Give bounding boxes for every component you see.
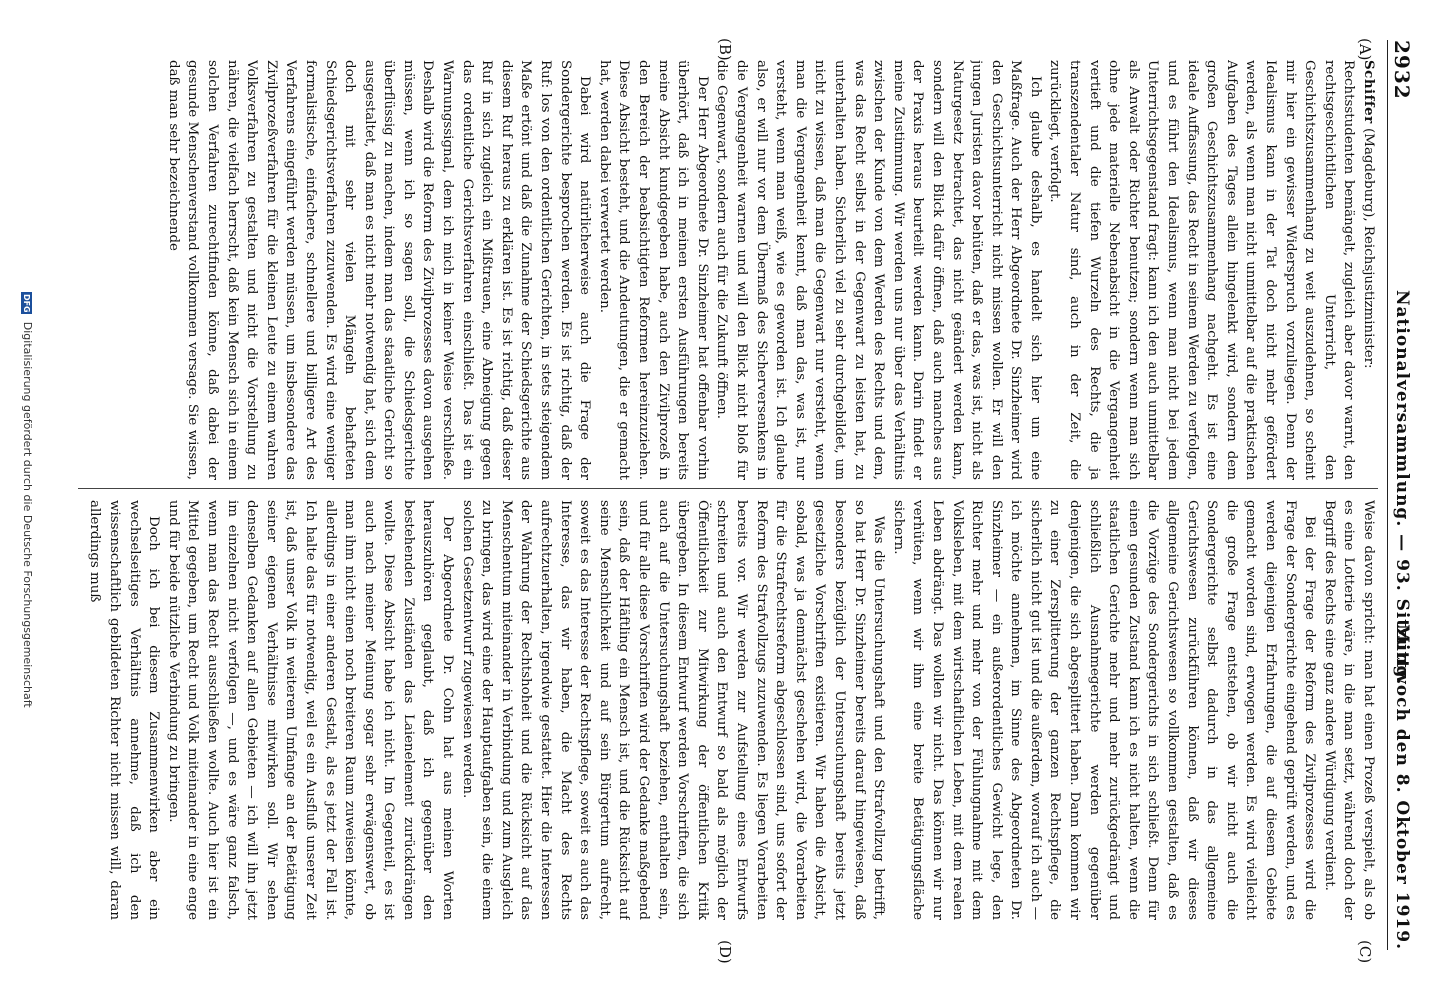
footer-note-text: Digitalisierung gefördert durch die Deutsche Forschungsgemeinschaft (21, 321, 34, 708)
right-column (78, 500, 1378, 920)
right-paragraph-1: Weise davon spricht: man hat einen Prozeß verspielt, als ob es eine Lotterie wäre, in die man setzt, während doch der Begriff des Rechts eine ganz andere Würdigung verdient. (1321, 500, 1376, 920)
page-number: 2932 (1390, 40, 1414, 100)
margin-mark-a: (A) (1356, 38, 1374, 61)
speaker-name: Schiffer (1361, 60, 1377, 124)
right-paragraph-5: Doch ich bei diesem Zusammenwirken aber ein wechselseitiges Verhältnis annehme, daß ich den wissenschaftlich gebildeten Richter nicht missen will, daran allerdings muß (87, 500, 162, 920)
header-title: Nationalversammlung. — 93. Sitzung. (1392, 290, 1412, 686)
left-paragraph-1: Rechtsstudenten bemängelt, zugleich aber davor warnt, den rechtsgeschichtlichen Unterricht, den Geschichtszusammenhang zu weit auszudehnen, so scheint mir hier ein gewisser Widerspruch vorzuliegen. Denn der Idealismus kann in der Tat doch nicht mehr gefördert werden, als wenn man nicht unmittelbar auf die praktischen Aufgaben des Tages allein hingelenkt wird, sondern dem großen Geschichtszusammenhang nachgeht. Es ist eine ideale Auffassung, das Recht in seinem Werden zu verfolgen, und es führt den Idealismus, wenn man nicht bei jedem Unterrichtsgegenstand fragt: kann ich den auch unmittelbar als Anwalt oder Richter benutzen; sondern wenn man sich ohne jede materielle Nebenabsicht in die Vergangenheit vertieft und die tiefen Wurzeln des Rechts, die ja transzendentaler Natur sind, auch in der Zeit, die zurückliegt, verfolgt. (1047, 60, 1357, 480)
speaker-role: (Magdeburg), Reichsjustizminister: (1361, 128, 1376, 369)
right-paragraph-4: Der Abgeordnete Dr. Cohn hat aus meinen Worten herauszuhören geglaubt, daß ich gegenüber den bestehenden Zuständen das Laienelement zurückdrängen wollte. Diese Absicht habe ich nicht. Im Gegenteil, es ist auch nach meiner Meinung sogar sehr erwägenswert, ob man ihm nicht einen noch breiteren Raum zuweisen könnte, allerdings in einer anderen Gestalt, als es jetzt der Fall ist. Ich halte das für notwendig, weil es ein Ausfluß unserer Zeit ist, daß unser Volk in weiterem Umfange an der Betätigung seiner eigenen Verhältnisse mitwirken soll. Wir sehen denselben Gedanken auf allen Gebieten — ich will ihn jetzt im einzelnen nicht verfolgen —, und es wäre ganz falsch, wenn man das Recht ausschließen wollte. Auch hier ist ein Mittel gegeben, um Recht und Volk miteinander in eine enge und für beide nützliche Verbindung zu bringen. (165, 500, 456, 920)
dfg-logo: DFG (22, 293, 32, 313)
speaker-line (1358, 60, 1378, 480)
margin-mark-c: (C) (1356, 940, 1374, 964)
margin-mark-d: (D) (716, 940, 734, 964)
column-divider (78, 488, 1378, 489)
left-paragraph-4: Dabei wird natürlicherweise auch die Frage der Sondergerichte besprochen werden. Es ist richtig, daß der Ruf: los von den ordentlichen Gerichten, in stets steigendem Maße ertönt und daß die Zunahme der Schiedsgerichte aus diesem Ruf heraus zu erklären ist. Es ist richtig, daß dieser Ruf in sich zugleich ein Mißtrauen, eine Abneigung gegen das ordentliche Gerichtsverfahren einschließt. Das ist ein Warnungssignal, dem ich mich in keiner Weise verschließe. Deshalb wird die Reform des Zivilprozesses davon ausgehen müssen, wenn ich so sagen soll, die Schiedsgerichte überflüssig zu machen, indem man das staatliche Gericht so ausgestaltet, daß man es nicht mehr notwendig hat, sich dem doch mit sehr vielen Mängeln behafteten Schiedsgerichtsverfahren zuzuwenden. Es wird eine weniger formalistische, einfachere, schnellere und billigere Art des Verfahrens eingeführt werden müssen, um insbesondere das Zivilprozeßverfahren für die kleinen Leute zu einem wahren Volksverfahren zu gestalten und nicht die Vorstellung zu nähren, die vielfach herrscht, daß kein Mensch sich in einem solchen Verfahren zurechtfinden könne, daß dabei der gesunde Menschenverstand vollkommen versage. Sie wissen, daß man sehr bezeichnende (165, 60, 593, 480)
page-header (1387, 40, 1416, 950)
left-paragraph-2: Ich glaube deshalb, es handelt sich hier um eine Maßfrage. Auch der Herr Abgeordnete Dr. Sinzheimer wird den Geschichtsunterricht nicht missen wollen. Er will den jungen Juristen davor behüten, daß er das, was ist, nicht als Naturgesetz betrachtet, das nicht geändert werden kann, sondern will den Blick dafür öffnen, daß auch manches aus der Praxis heraus beurteilt werden kann. Darin findet er meine Zustimmung. Wir werden uns nur über das Verhältnis zwischen der Kunde von dem Werden des Rechts und dem, was das Recht selbst in der Gegenwart zu leisten hat, zu unterhalten haben. Sicherlich viel zu sehr durchgebildet, um nicht zu wissen, daß man die Gegenwart nur versteht, wenn man die Vergangenheit kennt, daß man das, was ist, nur versteht, wenn man weiß, wie es geworden ist. Ich glaube also, er will nur vor dem Übermaß des Sicherversenkens in die Vergangenheit warnen und will den Blick nicht bloß für die Gegenwart, sondern auch für die Zukunft öffnen. (714, 60, 1043, 480)
left-paragraph-3: Der Herr Abgeordnete Dr. Sinzheimer hat offenbar vorhin überhört, daß ich in meinen ersten Ausführungen bereits meine Absicht kundgegeben habe, auch den Zivilprozeß in den Bereich der beabsichtigten Reformen hereinzuziehen. Diese Absicht besteht, und die Andeutungen, die er gemacht hat, werden dabei verwertet werden. (596, 60, 710, 480)
header-date: Mittwoch den 8. Oktober 1919. (1392, 624, 1412, 950)
right-paragraph-2: Bei der Frage der Reform des Zivilprozesses wird die Frage der Sondergerichte eingehend geprüft werden, und es werden diejenigen Erfahrungen, die auf diesem Gebiete gemacht worden sind, erwogen werden. Es wird vielleicht die große Frage entstehen, ob wir nicht auch die Sondergerichte selbst dadurch in das allgemeine Gerichtswesen zurückführen können, daß wir dieses allgemeine Gerichtswesen so vollkommen gestalten, daß es die Vorzüge des Sondergerichts in sich schließt. Denn für einen gesunden Zustand kann ich es nicht halten, wenn die staatlichen Gerichte mehr und mehr zurückgedrängt und schließlich Ausnahmegerichte werden gegenüber denjenigen, die sich abgesplittert haben. Dann kommen wir zu einer Zersplitterung der ganzen Rechtspflege, die sicherlich nicht gut ist und die außerdem, worauf ich auch — ich möchte annehmen, im Sinne des Abgeordneten Dr. Sinzheimer — ein außerordentliches Gewicht lege, den Richter mehr und mehr von der Fühlungnahme mit dem Volksleben, mit dem wirtschaftlichen Leben, mit dem realen Leben abdrängt. Das wollen wir nicht. Das können wir nur verhüten, wenn wir ihm eine breite Betätigungsfläche sichern. (890, 500, 1318, 920)
margin-mark-b: (B) (716, 38, 734, 61)
right-paragraph-3: Was die Untersuchungshaft und den Strafvollzug betrifft, so hat Herr Dr. Sinzheimer bereits darauf hingewiesen, daß besonders bezüglich der Untersuchungshaft bereits jetzt gesetzliche Vorschriften existieren. Wir haben die Absicht, sobald, was ja demnächst geschehen wird, die Vorarbeiten für die Strafrechtsreform abgeschlossen sind, uns sofort der Reform des Strafvollzugs zuzuwenden. Es liegen Vorarbeiten bereits vor. Wir werden zur Aufstellung eines Entwurfs schreiten und auch den Entwurf so bald als möglich der Öffentlichkeit zur Mitwirkung der öffentlichen Kritik übergeben. In diesem Entwurf werden Vorschriften, die sich auch auf die Untersuchungshaft beziehen, enthalten sein, und für alle diese Vorschriften wird der Gedanke maßgebend sein, daß der Häftling ein Mensch ist, und die Rücksicht auf seine Menschlichkeit und auf sein Bürgertum aufrecht, soweit es das Interesse der Rechtspflege, soweit es auch das Interesse, das wir haben, die Macht des Rechts aufrechtzuerhalten, irgendwie gestattet. Hier die Interessen der Wahrung der Rechtshoheit und die Rücksicht auf das Menschentum miteinander in Verbindung und zum Ausgleich zu bringen, das wird eine der Hauptaufgaben sein, die einem solchen Gesetzentwurf zugewiesen werden. (459, 500, 887, 920)
left-column (78, 60, 1378, 480)
digitization-footer (21, 0, 34, 1000)
